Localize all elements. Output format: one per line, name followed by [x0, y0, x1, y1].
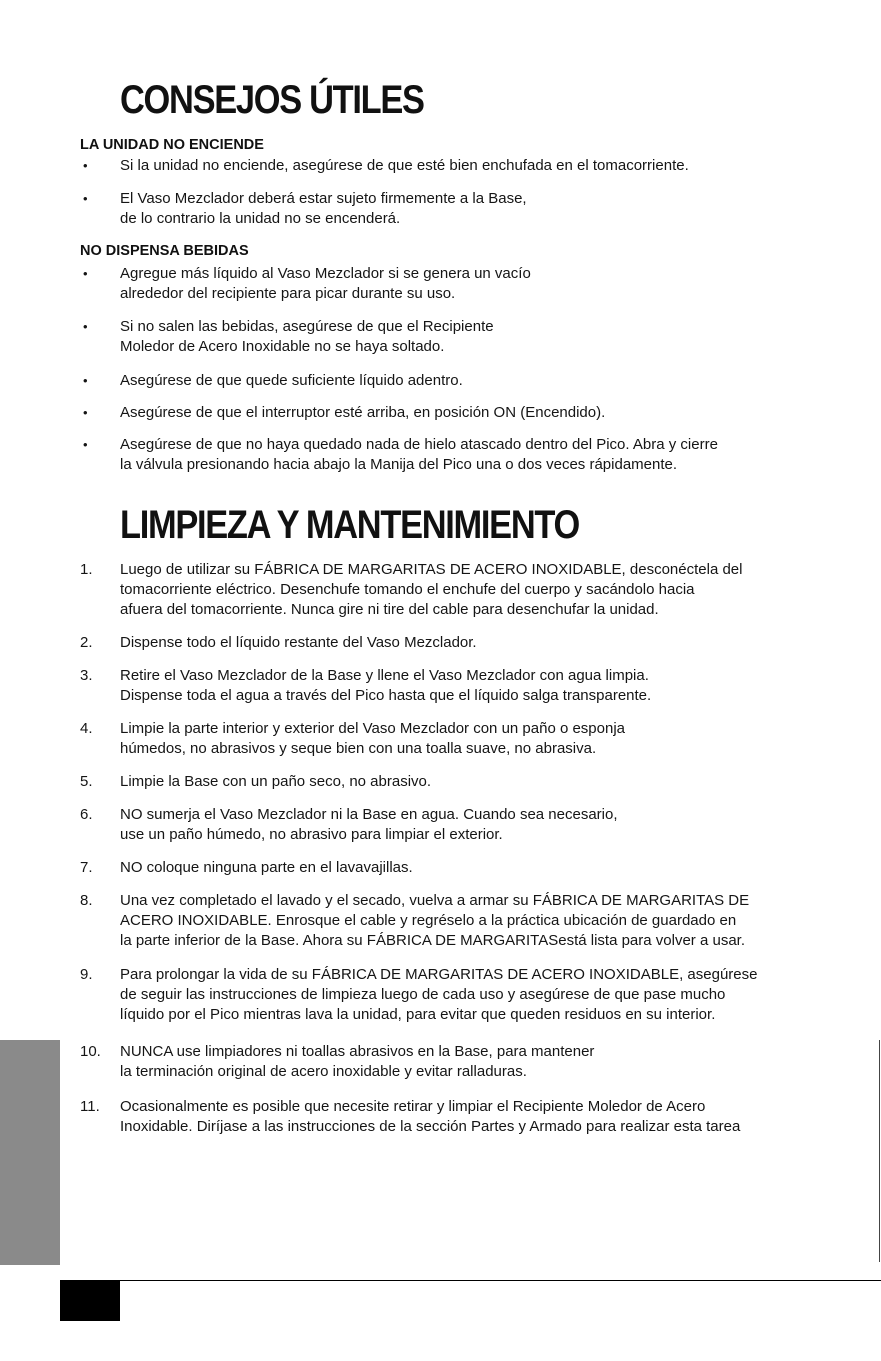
step-text: NUNCA use limpiadores ni toallas abrasivos en la Base, para mantener la terminación original de acero inoxidable y evitar ralladuras. — [120, 1043, 595, 1080]
step-text: Una vez completado el lavado y el secado, vuelva a armar su FÁBRICA DE MARGARITAS DE ACERO INOXIDABLE. Enrosque el cable y regréselo a la práctica ubicación de guardado en la parte inferior de la Base. Ahora su FÁBRICA DE MARGARITASestá lista para volver a usar. — [120, 892, 750, 949]
step-number: 5. — [80, 773, 93, 790]
step-number: 3. — [80, 667, 93, 684]
step-text: Ocasionalmente es posible que necesite retirar y limpiar el Recipiente Moledor de Acero Inoxidable. Diríjase a las instrucciones de la sección Partes y Armado para realizar esta tarea — [120, 1098, 741, 1135]
step-number: 7. — [80, 859, 93, 876]
step-number: 9. — [80, 966, 93, 983]
step-number: 1. — [80, 561, 93, 578]
step-text: NO coloque ninguna parte en el lavavajillas. — [120, 859, 413, 876]
step-text: NO sumerja el Vaso Mezclador ni la Base en agua. Cuando sea necesario, use un paño húmedo, no abrasivo para limpiar el exterior. — [120, 806, 618, 843]
footer-rule — [60, 1280, 881, 1281]
step-number: 6. — [80, 806, 93, 823]
bullet-marker: • — [83, 191, 88, 206]
step-text: Luego de utilizar su FÁBRICA DE MARGARITAS DE ACERO INOXIDABLE, desconéctela del tomacorriente eléctrico. Desenchufe tomando el enchufe del cuerpo y sacándolo hacia afuera del tomacorriente. Nunca gire ni tire del cable para desenchufar la unidad. — [120, 561, 743, 618]
right-edge-rule — [879, 1040, 880, 1262]
bullet-marker: • — [83, 158, 88, 173]
item-text: Asegúrese de que el interruptor esté arriba, en posición ON (Encendido). — [120, 404, 606, 421]
section-heading-no-power: LA UNIDAD NO ENCIENDE — [80, 137, 264, 153]
bullet-marker: • — [83, 437, 88, 452]
tips-title: CONSEJOS ÚTILES — [120, 78, 424, 122]
step-number: 10. — [80, 1043, 101, 1060]
page-number-block — [60, 1281, 120, 1321]
step-text: Dispense todo el líquido restante del Vaso Mezclador. — [120, 634, 477, 651]
bullet-marker: • — [83, 266, 88, 281]
step-text: Retire el Vaso Mezclador de la Base y llene el Vaso Mezclador con agua limpia. Dispense toda el agua a través del Pico hasta que el líquido salga transparente. — [120, 667, 652, 704]
step-number: 2. — [80, 634, 93, 651]
step-text: Limpie la parte interior y exterior del Vaso Mezclador con un paño o esponja húmedos, no abrasivos y seque bien con una toalla suave, no abrasiva. — [120, 720, 626, 757]
bullet-marker: • — [83, 319, 88, 334]
step-text: Para prolongar la vida de su FÁBRICA DE MARGARITAS DE ACERO INOXIDABLE, asegúrese de seguir las instrucciones de limpieza luego de cada uso y asegúrese de que pase mucho líquido por el Pico mientras lava la unidad, para evitar que queden residuos en su interior. — [120, 966, 758, 1023]
item-text: Si no salen las bebidas, asegúrese de que el Recipiente Moledor de Acero Inoxidable no se haya soltado. — [120, 318, 494, 355]
item-text: Si la unidad no enciende, asegúrese de que esté bien enchufada en el tomacorriente. — [120, 157, 689, 174]
item-text: Asegúrese de que quede suficiente líquido adentro. — [120, 372, 463, 389]
item-text: Agregue más líquido al Vaso Mezclador si se genera un vacío alrededor del recipiente para picar durante su uso. — [120, 265, 531, 302]
section-heading-no-dispense: NO DISPENSA BEBIDAS — [80, 243, 249, 259]
item-text: Asegúrese de que no haya quedado nada de hielo atascado dentro del Pico. Abra y cierre la válvula presionando hacia abajo la Manija del Pico una o dos veces rápidamente. — [120, 436, 718, 473]
cleaning-title: LIMPIEZA Y MANTENIMIENTO — [120, 503, 579, 547]
item-text: El Vaso Mezclador deberá estar sujeto firmemente a la Base, de lo contrario la unidad no se encenderá. — [120, 190, 527, 227]
bullet-marker: • — [83, 373, 88, 388]
step-text: Limpie la Base con un paño seco, no abrasivo. — [120, 773, 432, 790]
step-number: 4. — [80, 720, 93, 737]
side-tab — [0, 1040, 60, 1265]
step-number: 11. — [80, 1098, 100, 1115]
bullet-marker: • — [83, 405, 88, 420]
step-number: 8. — [80, 892, 93, 909]
